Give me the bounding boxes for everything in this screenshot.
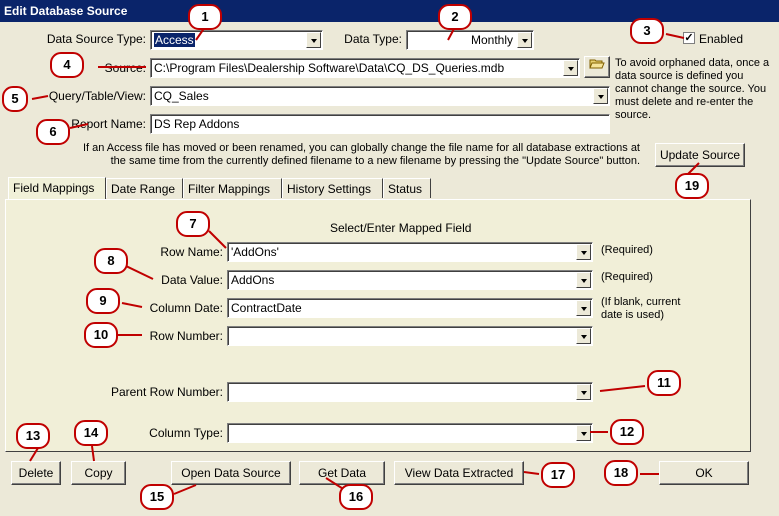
ok-button[interactable]: OK <box>659 461 749 485</box>
callout-5: 5 <box>2 86 28 112</box>
source-label: Source: <box>104 61 146 75</box>
callout-13: 13 <box>16 423 50 449</box>
column-date-hint-1: (If blank, current <box>601 296 681 308</box>
row-number-dropdown[interactable] <box>227 326 593 346</box>
callout-2: 2 <box>438 4 472 30</box>
query-dropdown[interactable] <box>150 86 610 106</box>
source-value: C:\Program Files\Dealership Software\Data\CQ_DS_Queries.mdb <box>154 61 505 75</box>
callout-18: 18 <box>604 460 638 486</box>
row-name-dropdown[interactable] <box>227 242 593 262</box>
callout-17: 17 <box>541 462 575 488</box>
data-type-label: Data Type: <box>344 32 402 46</box>
callout-9: 9 <box>86 288 120 314</box>
tab-status[interactable]: Status <box>383 178 431 198</box>
source-dropdown[interactable] <box>150 58 580 78</box>
chevron-down-icon[interactable] <box>576 244 591 260</box>
window-title: Edit Database Source <box>0 0 779 22</box>
callout-4: 4 <box>50 52 84 78</box>
chevron-down-icon[interactable] <box>576 328 591 344</box>
callout-14: 14 <box>74 420 108 446</box>
tab-date-range[interactable]: Date Range <box>106 178 183 198</box>
callout-11: 11 <box>647 370 681 396</box>
data-type-dropdown[interactable] <box>406 30 534 50</box>
callout-8: 8 <box>94 248 128 274</box>
column-date-value: ContractDate <box>231 301 302 315</box>
mapped-field-header: Select/Enter Mapped Field <box>330 221 472 235</box>
data-source-type-dropdown[interactable] <box>150 30 323 50</box>
callout-1: 1 <box>188 4 222 30</box>
query-label: Query/Table/View: <box>48 89 146 103</box>
chevron-down-icon[interactable] <box>576 272 591 288</box>
browse-folder-button[interactable] <box>584 56 610 78</box>
callout-10: 10 <box>84 322 118 348</box>
tab-filter-mappings[interactable]: Filter Mappings <box>183 178 282 198</box>
callout-6: 6 <box>36 119 70 145</box>
chevron-down-icon[interactable] <box>517 32 532 48</box>
row-name-hint: (Required) <box>601 244 653 256</box>
data-source-type-label: Data Source Type: <box>46 32 146 46</box>
row-name-value: 'AddOns' <box>231 245 279 259</box>
parent-row-number-label: Parent Row Number: <box>110 385 223 399</box>
data-value-label: Data Value: <box>161 273 223 287</box>
report-name-input[interactable]: DS Rep Addons <box>150 114 610 134</box>
copy-button[interactable]: Copy <box>71 461 126 485</box>
chevron-down-icon[interactable] <box>563 60 578 76</box>
tab-field-mappings[interactable]: Field Mappings <box>8 177 106 199</box>
chevron-down-icon[interactable] <box>576 425 591 441</box>
column-type-label: Column Type: <box>149 426 223 440</box>
parent-row-number-dropdown[interactable] <box>227 382 593 402</box>
column-date-dropdown[interactable] <box>227 298 593 318</box>
tab-history-settings[interactable]: History Settings <box>282 178 383 198</box>
query-value: CQ_Sales <box>154 89 209 103</box>
row-number-label: Row Number: <box>149 329 223 343</box>
callout-3: 3 <box>630 18 664 44</box>
callout-16: 16 <box>339 484 373 510</box>
chevron-down-icon[interactable] <box>576 300 591 316</box>
enabled-label: Enabled <box>699 32 744 46</box>
delete-button[interactable]: Delete <box>11 461 61 485</box>
get-data-button[interactable]: Get Data <box>299 461 385 485</box>
report-name-label: Report Name: <box>71 117 146 131</box>
row-name-label: Row Name: <box>160 245 223 259</box>
chevron-down-icon[interactable] <box>306 32 321 48</box>
data-value-value: AddOns <box>231 273 275 287</box>
callout-19: 19 <box>675 173 709 199</box>
orphaned-data-note: To avoid orphaned data, once a data source is defined you cannot change the source. You must delete and re-enter the source. <box>615 57 770 121</box>
data-value-hint: (Required) <box>601 271 653 283</box>
enabled-checkbox[interactable]: ✓ <box>684 32 694 44</box>
callout-12: 12 <box>610 419 644 445</box>
column-type-dropdown[interactable] <box>227 423 593 443</box>
data-type-value: Monthly <box>470 33 513 47</box>
chevron-down-icon[interactable] <box>576 384 591 400</box>
callout-15: 15 <box>140 484 174 510</box>
column-date-hint-2: date is used) <box>601 309 664 321</box>
chevron-down-icon[interactable] <box>593 88 608 104</box>
update-source-button[interactable]: Update Source <box>655 143 745 167</box>
folder-icon <box>589 57 605 70</box>
callout-7: 7 <box>176 211 210 237</box>
access-moved-note: If an Access file has moved or been renamed, you can globally change the file name for all database extractions at the same time from the currently defined filename to a new filename by pressing the "Update Source" button. <box>82 142 640 167</box>
data-value-dropdown[interactable] <box>227 270 593 290</box>
open-data-source-button[interactable]: Open Data Source <box>171 461 291 485</box>
column-date-label: Column Date: <box>149 301 223 315</box>
view-data-extracted-button[interactable]: View Data Extracted <box>394 461 524 485</box>
data-source-type-value: Access <box>155 33 194 47</box>
